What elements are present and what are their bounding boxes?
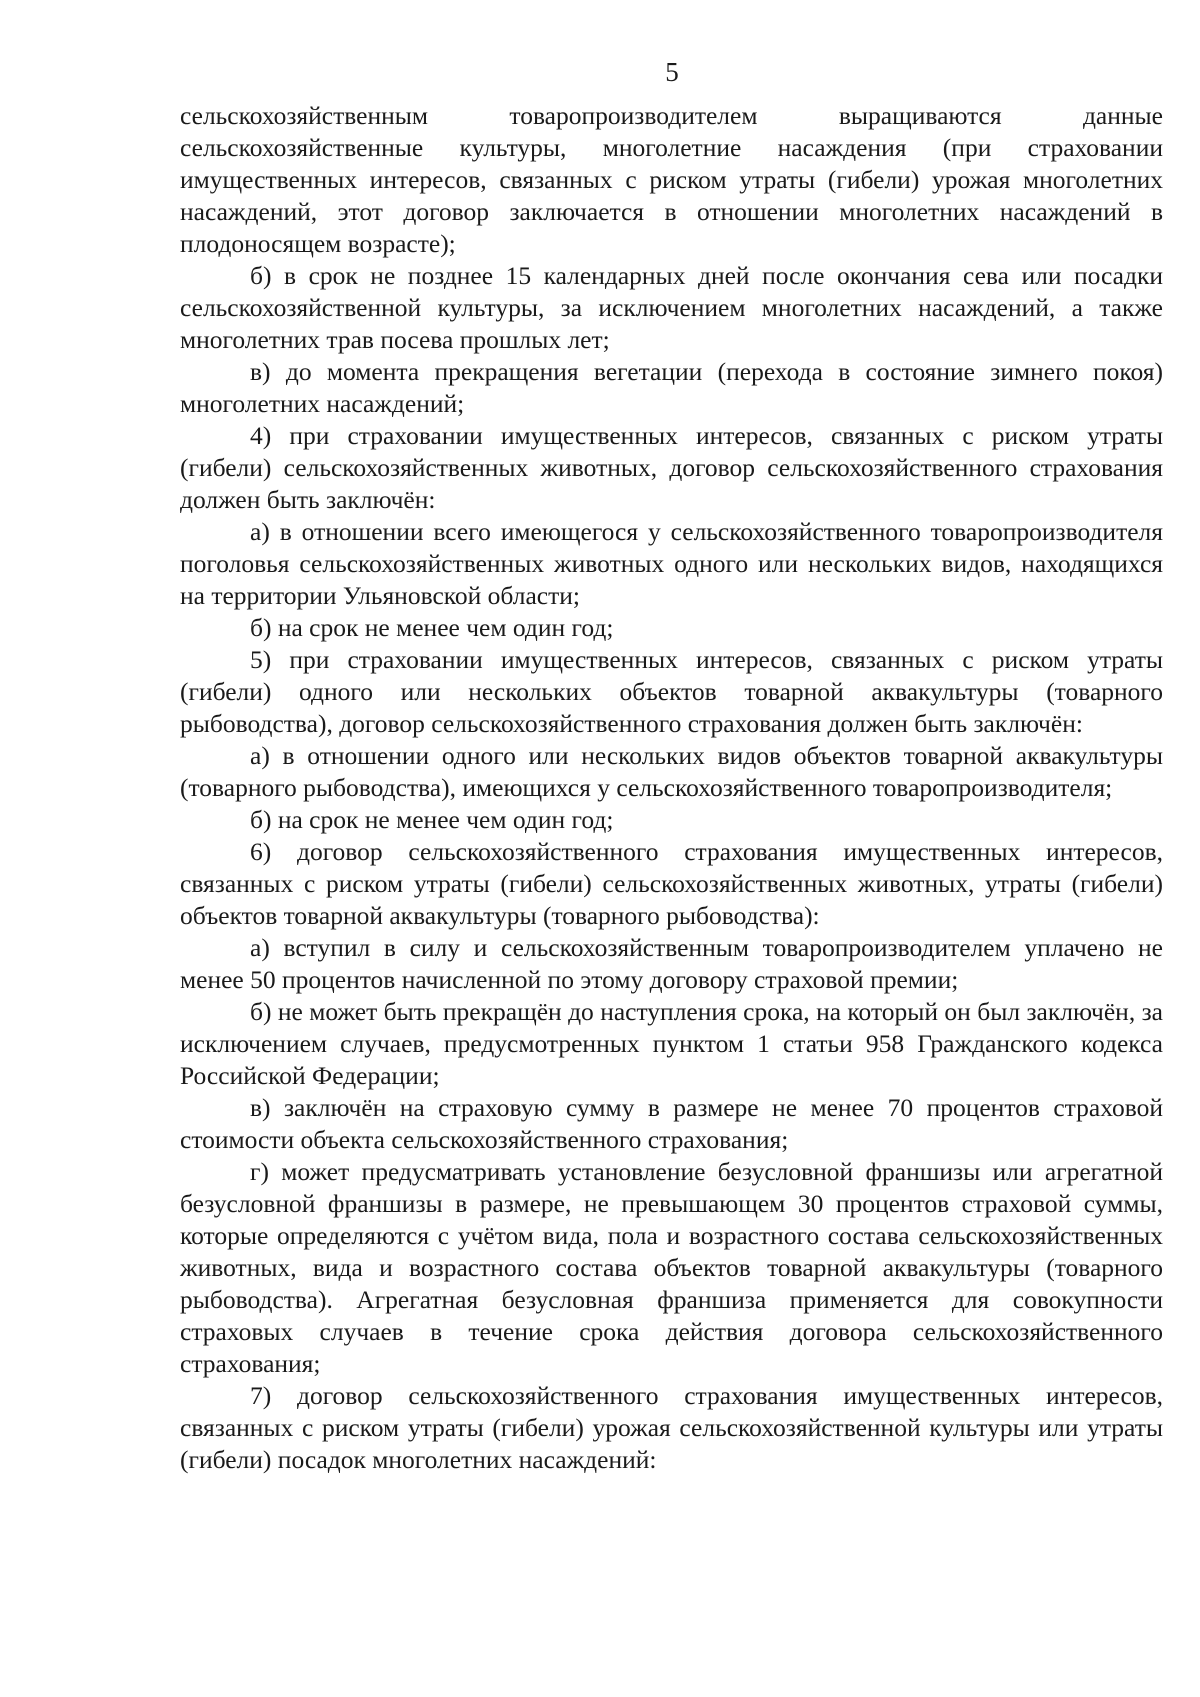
paragraph: 5) при страховании имущественных интересов, связанных с риском утраты (гибели) одного или нескольких объектов товарной аквакультуры (товарного рыбоводства), договор сельскохозяйственного страхования должен быть заключён: xyxy=(180,645,1163,738)
paragraph: а) вступил в силу и сельскохозяйственным товаропроизводителем уплачено не менее 50 процентов начисленной по этому договору страховой премии; xyxy=(180,933,1163,994)
paragraph: сельскохозяйственным товаропроизводителем выращиваются данные сельскохозяйственные культуры, многолетние насаждения (при страховании имущественных интересов, связанных с риском утраты (гибели) урожая многолетних насаждений, этот договор заключается в отношении многолетних насаждений в плодоносящем возрасте); xyxy=(180,101,1163,258)
paragraph: 6) договор сельскохозяйственного страхования имущественных интересов, связанных с риском утраты (гибели) сельскохозяйственных животных, утраты (гибели) объектов товарной аквакультуры (товарного рыбоводства): xyxy=(180,837,1163,930)
paragraph: б) в срок не позднее 15 календарных дней после окончания сева или посадки сельскохозяйственной культуры, за исключением многолетних насаждений, а также многолетних трав посева прошлых лет; xyxy=(180,261,1163,354)
paragraph: б) на срок не менее чем один год; xyxy=(250,805,614,834)
paragraph: а) в отношении одного или нескольких видов объектов товарной аквакультуры (товарного рыбоводства), имеющихся у сельскохозяйственного товаропроизводителя; xyxy=(180,741,1163,802)
paragraph: 7) договор сельскохозяйственного страхования имущественных интересов, связанных с риском утраты (гибели) урожая сельскохозяйственной культуры или утраты (гибели) посадок многолетних насаждений: xyxy=(180,1381,1163,1474)
paragraph: в) заключён на страховую сумму в размере не менее 70 процентов страховой стоимости объекта сельскохозяйственного страхования; xyxy=(180,1093,1163,1154)
paragraph: б) на срок не менее чем один год; xyxy=(250,613,614,642)
document-body xyxy=(180,100,1163,1476)
paragraph: 4) при страховании имущественных интересов, связанных с риском утраты (гибели) сельскохозяйственных животных, договор сельскохозяйственного страхования должен быть заключён: xyxy=(180,421,1163,514)
paragraph: б) не может быть прекращён до наступления срока, на который он был заключён, за исключением случаев, предусмотренных пунктом 1 статьи 958 Гражданского кодекса Российской Федерации; xyxy=(180,997,1163,1090)
paragraph: в) до момента прекращения вегетации (перехода в состояние зимнего покоя) многолетних насаждений; xyxy=(180,357,1163,418)
paragraph: г) может предусматривать установление безусловной франшизы или агрегатной безусловной франшизы в размере, не превышающем 30 процентов страховой суммы, которые определяются с учётом вида, пола и возрастного состава сельскохозяйственных животных, вида и возрастного состава объектов товарной аквакультуры (товарного рыбоводства). Агрегатная безусловная франшиза применяется для совокупности страховых случаев в течение срока действия договора сельскохозяйственного страхования; xyxy=(180,1157,1163,1378)
paragraph: а) в отношении всего имеющегося у сельскохозяйственного товаропроизводителя поголовья сельскохозяйственных животных одного или нескольких видов, находящихся на территории Ульяновской области; xyxy=(180,517,1163,610)
page-number: 5 xyxy=(665,57,679,87)
